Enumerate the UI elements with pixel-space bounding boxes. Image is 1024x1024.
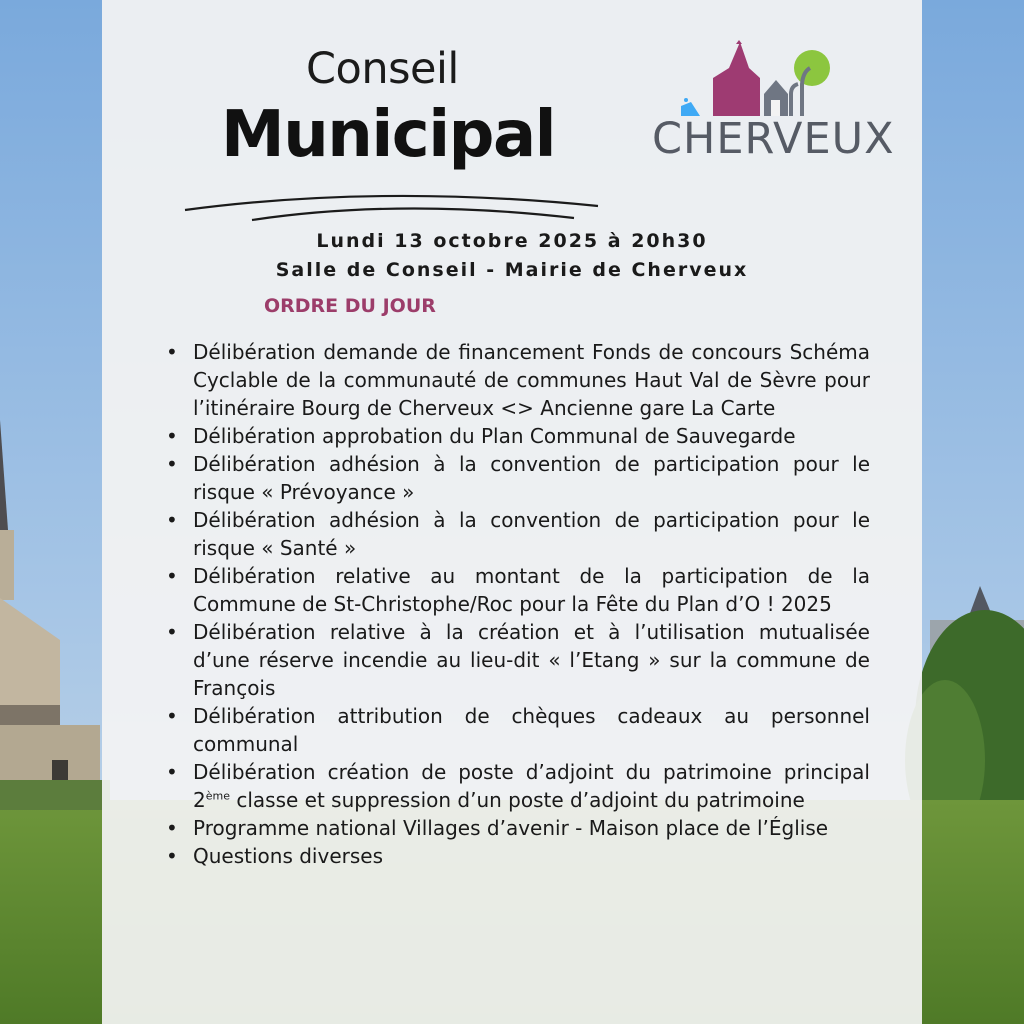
agenda-list — [164, 338, 870, 870]
list-item: • Délibération relative au montant de la participation de la Commune de St-Christophe/Roc pour la Fête du Plan d’O ! 2025 — [166, 564, 870, 616]
list-item: • Délibération approbation du Plan Communal de Sauvegarde — [166, 424, 796, 448]
logo-text: CHERVEUX — [652, 114, 895, 164]
meeting-location: Salle de Conseil - Mairie de Cherveux — [275, 259, 749, 281]
bullet-icon: • — [166, 844, 178, 868]
agenda-heading: ORDRE DU JOUR — [264, 295, 436, 317]
bullet-icon: • — [166, 760, 178, 784]
bullet-icon: • — [166, 704, 178, 728]
list-item: • Délibération adhésion à la convention de participation pour le risque « Santé » — [166, 508, 870, 560]
meeting-date: Lundi 13 octobre 2025 à 20h30 — [316, 230, 708, 252]
bullet-icon: • — [166, 452, 178, 476]
title-line2: Municipal — [221, 98, 556, 172]
list-item: • Délibération attribution de chèques cadeaux au personnel communal — [166, 704, 870, 756]
bullet-icon: • — [166, 340, 178, 364]
list-item: • Questions diverses — [166, 844, 383, 868]
list-item: • Délibération adhésion à la convention de participation pour le risque « Prévoyance » — [166, 452, 870, 504]
list-item: • Délibération création de poste d’adjoint du patrimoine principal 2ème classe et suppression d’un poste d’adjoint du patrimoine — [166, 760, 870, 812]
bullet-icon: • — [166, 508, 178, 532]
list-item: • Délibération demande de financement Fonds de concours Schéma Cyclable de la communauté de communes Haut Val de Sèvre pour l’itinéraire Bourg de Cherveux <> Ancienne gare La Carte — [166, 340, 870, 420]
list-item: • Délibération relative à la création et à l’utilisation mutualisée d’une réserve incendie au lieu-dit « l’Etang » sur la commune de François — [166, 620, 870, 700]
title-line1: Conseil — [306, 44, 459, 94]
bullet-icon: • — [166, 564, 178, 588]
decorative-swoosh-icon — [180, 186, 610, 226]
bullet-icon: • — [166, 816, 178, 840]
bullet-icon: • — [166, 620, 178, 644]
list-item: • Programme national Villages d’avenir - Maison place de l’Église — [166, 816, 829, 840]
bullet-icon: • — [166, 424, 178, 448]
